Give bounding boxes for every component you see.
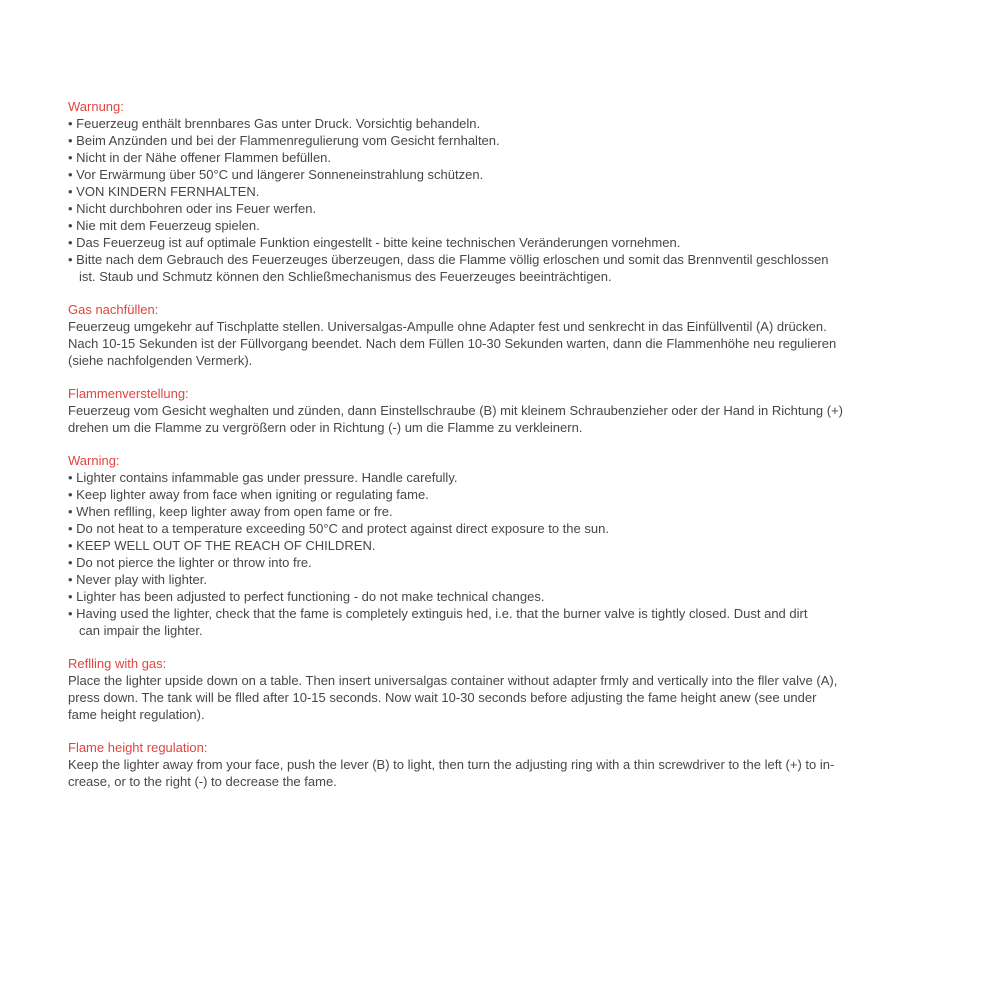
- section-warnung-de: [68, 98, 948, 285]
- bullet-line: [68, 469, 948, 486]
- bullet-line: [68, 520, 948, 537]
- line-text: Do not heat to a temperature exceeding 50°C and protect against direct exposure to the sun.: [76, 521, 609, 536]
- bullet-line: [68, 503, 948, 520]
- line-text: Vor Erwärmung über 50°C und längerer Sonneneinstrahlung schützen.: [76, 167, 484, 182]
- bullet-icon: •: [68, 555, 77, 570]
- line-text: KEEP WELL OUT OF THE REACH OF CHILDREN.: [76, 538, 376, 553]
- text-line: Place the lighter upside down on a table. Then insert universalgas container without adapter frmly and vertically into the fller valve (A),: [68, 673, 838, 688]
- line-text: Nicht durchbohren oder ins Feuer werfen.: [76, 201, 317, 216]
- section-heading: Flammenverstellung:: [68, 386, 189, 401]
- bullet-line: [68, 588, 948, 605]
- line-text: Nicht in der Nähe offener Flammen befüllen.: [76, 150, 332, 165]
- bullet-line: [68, 251, 948, 268]
- text-line: Feuerzeug umgekehr auf Tischplatte stellen. Universalgas-Ampulle ohne Adapter fest und senkrecht in das Einfüllventil (A) drücken.: [68, 319, 827, 334]
- text-line: ist. Staub und Schmutz können den Schließmechanismus des Feuerzeuges beeinträchtigen.: [79, 269, 612, 284]
- line-text: Lighter has been adjusted to perfect functioning - do not make technical changes.: [76, 589, 545, 604]
- bullet-icon: •: [68, 252, 77, 267]
- section-flame-height-en: [68, 739, 948, 790]
- document-body: [68, 98, 948, 806]
- line-text: Never play with lighter.: [76, 572, 207, 587]
- line-text: Beim Anzünden und bei der Flammenregulierung vom Gesicht fernhalten.: [76, 133, 500, 148]
- bullet-icon: •: [68, 487, 77, 502]
- line-text: Das Feuerzeug ist auf optimale Funktion eingestellt - bitte keine technischen Veränderungen vornehmen.: [76, 235, 681, 250]
- section-heading: Warnung:: [68, 99, 124, 114]
- bullet-line: [68, 149, 948, 166]
- bullet-icon: •: [68, 504, 77, 519]
- text-line: (siehe nachfolgenden Vermerk).: [68, 353, 253, 368]
- section-heading: Gas nachfüllen:: [68, 302, 159, 317]
- bullet-icon: •: [68, 116, 77, 131]
- text-line: can impair the lighter.: [79, 623, 203, 638]
- bullet-icon: •: [68, 218, 77, 233]
- bullet-line: [68, 132, 948, 149]
- bullet-icon: •: [68, 538, 77, 553]
- text-line: press down. The tank will be flled after 10-15 seconds. Now wait 10-30 seconds before adjusting the fame height anew (see under: [68, 690, 817, 705]
- bullet-line: [68, 554, 948, 571]
- bullet-icon: •: [68, 167, 77, 182]
- text-line: drehen um die Flamme zu vergrößern oder in Richtung (-) um die Flamme zu verkleinern.: [68, 420, 583, 435]
- line-text: Nie mit dem Feuerzeug spielen.: [76, 218, 260, 233]
- section-refilling-en: [68, 655, 948, 723]
- section-warning-en: [68, 452, 948, 639]
- section-flammenverstellung-de: [68, 385, 948, 436]
- text-line: Nach 10-15 Sekunden ist der Füllvorgang beendet. Nach dem Füllen 10-30 Sekunden warten, dann die Flammenhöhe neu regulieren: [68, 336, 837, 351]
- bullet-icon: •: [68, 606, 77, 621]
- bullet-line: [68, 234, 948, 251]
- line-text: Having used the lighter, check that the fame is completely extinguis hed, i.e. that the burner valve is tightly closed. Dust and dirt: [76, 606, 808, 621]
- bullet-line: [68, 115, 948, 132]
- bullet-line: [68, 183, 948, 200]
- bullet-icon: •: [68, 589, 77, 604]
- section-heading: Flame height regulation:: [68, 740, 208, 755]
- bullet-icon: •: [68, 235, 77, 250]
- bullet-line: [68, 217, 948, 234]
- section-heading: Warning:: [68, 453, 120, 468]
- text-line: crease, or to the right (-) to decrease the fame.: [68, 774, 337, 789]
- bullet-icon: •: [68, 470, 77, 485]
- text-line: Keep the lighter away from your face, push the lever (B) to light, then turn the adjusting ring with a thin screwdriver to the left (+) to in-: [68, 757, 835, 772]
- bullet-icon: •: [68, 150, 77, 165]
- bullet-line: [68, 166, 948, 183]
- bullet-icon: •: [68, 133, 77, 148]
- bullet-line: [68, 200, 948, 217]
- bullet-icon: •: [68, 521, 77, 536]
- section-gas-nachfuellen-de: [68, 301, 948, 369]
- bullet-line: [68, 571, 948, 588]
- text-line: Feuerzeug vom Gesicht weghalten und zünden, dann Einstellschraube (B) mit kleinem Schraubenzieher oder der Hand in Richtung (+): [68, 403, 844, 418]
- bullet-line: [68, 605, 948, 622]
- text-line: fame height regulation).: [68, 707, 205, 722]
- bullet-icon: •: [68, 572, 77, 587]
- line-text: When reflling, keep lighter away from open fame or fre.: [76, 504, 393, 519]
- line-text: Bitte nach dem Gebrauch des Feuerzeuges überzeugen, dass die Flamme völlig erloschen und somit das Brennventil geschlossen: [76, 252, 829, 267]
- line-text: Feuerzeug enthält brennbares Gas unter Druck. Vorsichtig behandeln.: [76, 116, 481, 131]
- bullet-line: [68, 537, 948, 554]
- line-text: VON KINDERN FERNHALTEN.: [76, 184, 260, 199]
- bullet-icon: •: [68, 184, 77, 199]
- line-text: Lighter contains infammable gas under pressure. Handle carefully.: [76, 470, 458, 485]
- line-text: Keep lighter away from face when igniting or regulating fame.: [76, 487, 429, 502]
- bullet-icon: •: [68, 201, 77, 216]
- line-text: Do not pierce the lighter or throw into fre.: [76, 555, 312, 570]
- bullet-line: [68, 486, 948, 503]
- section-heading: Reflling with gas:: [68, 656, 167, 671]
